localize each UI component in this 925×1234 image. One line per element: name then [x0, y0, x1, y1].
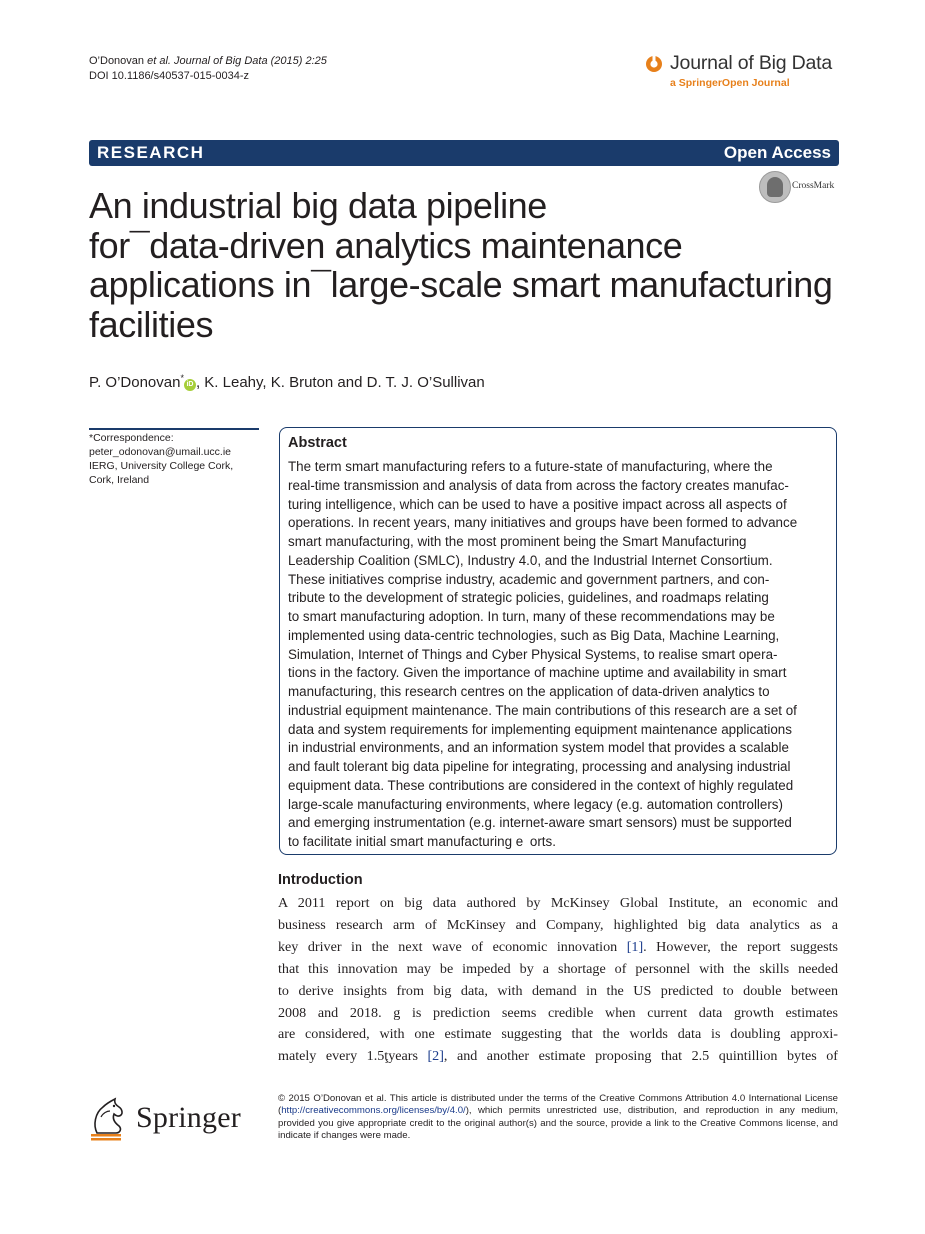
research-banner	[89, 140, 839, 166]
correspondence-line: Cork, Ireland	[89, 474, 150, 486]
title-line: facilities	[89, 303, 214, 345]
abstract-line: These initiatives comprise industry, academic and government partners, and con-	[288, 571, 770, 587]
abstract-line: smart manufacturing, with the most prominent being the Smart Manufacturing	[288, 534, 747, 549]
journal-subtitle: a SpringerOpen Journal	[670, 77, 790, 89]
abstract-line: tribute to the development of strategic policies, guidelines, and roadmaps relating	[288, 590, 769, 606]
abstract-line: and fault tolerant big data pipeline for integrating, processing and analysing industrial	[288, 759, 791, 774]
abstract-line: to smart manufacturing adoption. In turn, many of these recommendations may be	[288, 609, 775, 624]
springer-wordmark: Springer	[136, 1101, 241, 1134]
abstract-line: data and system requirements for implementing equipment maintenance applications	[288, 721, 792, 737]
paragraph-line: mately every 1.5ţyears [2], and another estimate proposing that 2.5 quintillion bytes of	[278, 1048, 838, 1065]
paragraph-line: 2008 and 2018. g is prediction seems credible when current data growth estimates	[278, 1004, 838, 1021]
abstract-line: large-scale manufacturing environments, where legacy (e.g. automation controllers)	[288, 796, 783, 812]
abstract-line: operations. In recent years, many initiatives and groups have been formed to advance	[288, 515, 798, 531]
citation-line	[89, 54, 327, 69]
license-text	[278, 1093, 838, 1143]
paragraph-line: are considered, with one estimate suggesting that the worlds data is doubling approxi-	[278, 1026, 838, 1043]
abstract-text	[288, 458, 830, 852]
orcid-icon[interactable]: iD	[184, 379, 196, 391]
abstract-line: industrial equipment maintenance. The main contributions of this research are a set of	[288, 702, 797, 718]
citation-link[interactable]: [1]	[626, 938, 644, 955]
correspondence-line: IERG, University College Cork,	[89, 460, 234, 472]
citation-block	[89, 54, 327, 84]
abstract-line: and emerging instrumentation (e.g. internet-aware smart sensors) must be supported	[288, 815, 792, 831]
abstract-line: turing intelligence, which can be used to have a positive impact across all aspects of	[288, 496, 787, 512]
doi[interactable]: DOI 10.1186/s40537-015-0034-z	[89, 70, 250, 82]
abstract-line: implemented using data-centric technologies, such as Big Data, Machine Learning,	[288, 627, 780, 643]
license-line: provided you give appropriate credit to the original author(s) and the source, provide a link to the Creative Commons license, and	[278, 1117, 838, 1129]
springer-logo	[89, 1095, 259, 1141]
license-link[interactable]: http://creativecommons.org/licenses/by/4.0/	[281, 1105, 466, 1117]
paragraph-line: to derive insights from big data, with demand in the US predicted to double between	[278, 982, 838, 999]
abstract-line: tions in the factory. Given the importance of machine uptime and availability in smart	[288, 665, 787, 681]
paragraph-line: A 2011 report on big data authored by McKinsey Global Institute, an economic and	[278, 895, 838, 911]
paragraph-line: business research arm of McKinsey and Company, highlighted big data analytics as a	[278, 916, 838, 933]
citation-link[interactable]: [2]	[427, 1048, 444, 1065]
article-title	[89, 186, 849, 344]
abstract-line: Simulation, Internet of Things and Cyber Physical Systems, to realise smart opera-	[288, 646, 778, 662]
author-first[interactable]: P. O’Donovan	[89, 374, 181, 391]
title-line: for¯data-driven analytics maintenance	[89, 224, 683, 266]
title-line: An industrial big data pipeline	[89, 185, 547, 226]
springeropen-icon	[645, 55, 663, 73]
journal-name: Journal of Big Data	[670, 52, 833, 74]
title-line: applications in¯large-scale smart manufacturing	[89, 264, 833, 305]
crossmark-label: CrossMark	[792, 181, 835, 191]
abstract-line: The term smart manufacturing refers to a future-state of manufacturing, where the	[288, 459, 773, 474]
abstract-line: in industrial environments, and an information system model that provides a scalable	[288, 740, 789, 756]
author-list	[89, 373, 485, 391]
citation-authors: O’Donovan	[89, 55, 145, 67]
journal-logo[interactable]	[645, 52, 840, 92]
side-divider	[89, 428, 259, 430]
open-access-label[interactable]: Open Access	[723, 143, 831, 162]
introduction-text	[278, 893, 838, 1068]
citation-journal: et al. Journal of Big Data	[147, 55, 268, 67]
author-rest: , K. Leahy, K. Bruton and D. T. J. O’Sullivan	[195, 374, 485, 391]
springer-horse-icon	[89, 1095, 133, 1141]
abstract-line: Leadership Coalition (SMLC), Industry 4.0, and the Industrial Internet Consortium.	[288, 552, 773, 568]
license-line: (http://creativecommons.org/licenses/by/4.0/), which permits unrestricted use, distribution, and reproduction in any medium,	[278, 1105, 838, 1117]
abstract-line: equipment data. These contributions are considered in the context of highly regulated	[288, 777, 794, 793]
license-line: indicate if changes were made.	[278, 1130, 411, 1142]
correspondence-line: *Correspondence:	[89, 432, 174, 444]
paragraph-line: key driver in the next wave of economic innovation [1]. However, the report suggests	[278, 938, 839, 955]
abstract-line: manufacturing, this research centres on the application of data-driven analytics to	[288, 684, 770, 699]
correspondence-email[interactable]: peter_odonovan@umail.ucc.ie	[89, 446, 231, 458]
correspondence-block	[89, 431, 264, 487]
abstract-line: real-time transmission and analysis of data from across the factory creates manufac-	[288, 477, 789, 493]
introduction-heading: Introduction	[278, 872, 363, 888]
license-line: © 2015 O’Donovan et al. This article is distributed under the terms of the Creative Commons Attribution 4.0 International License	[278, 1093, 838, 1104]
abstract-line: to facilitate initial smart manufacturing e orts.	[288, 834, 556, 849]
abstract-heading: Abstract	[288, 435, 347, 451]
citation-issue: (2015) 2:25	[270, 55, 327, 67]
article-type-label: RESEARCH	[97, 143, 205, 162]
paragraph-line: that this innovation may be impeded by a shortage of personnel with the skills needed	[278, 960, 838, 977]
corresponding-mark: *	[180, 373, 184, 383]
